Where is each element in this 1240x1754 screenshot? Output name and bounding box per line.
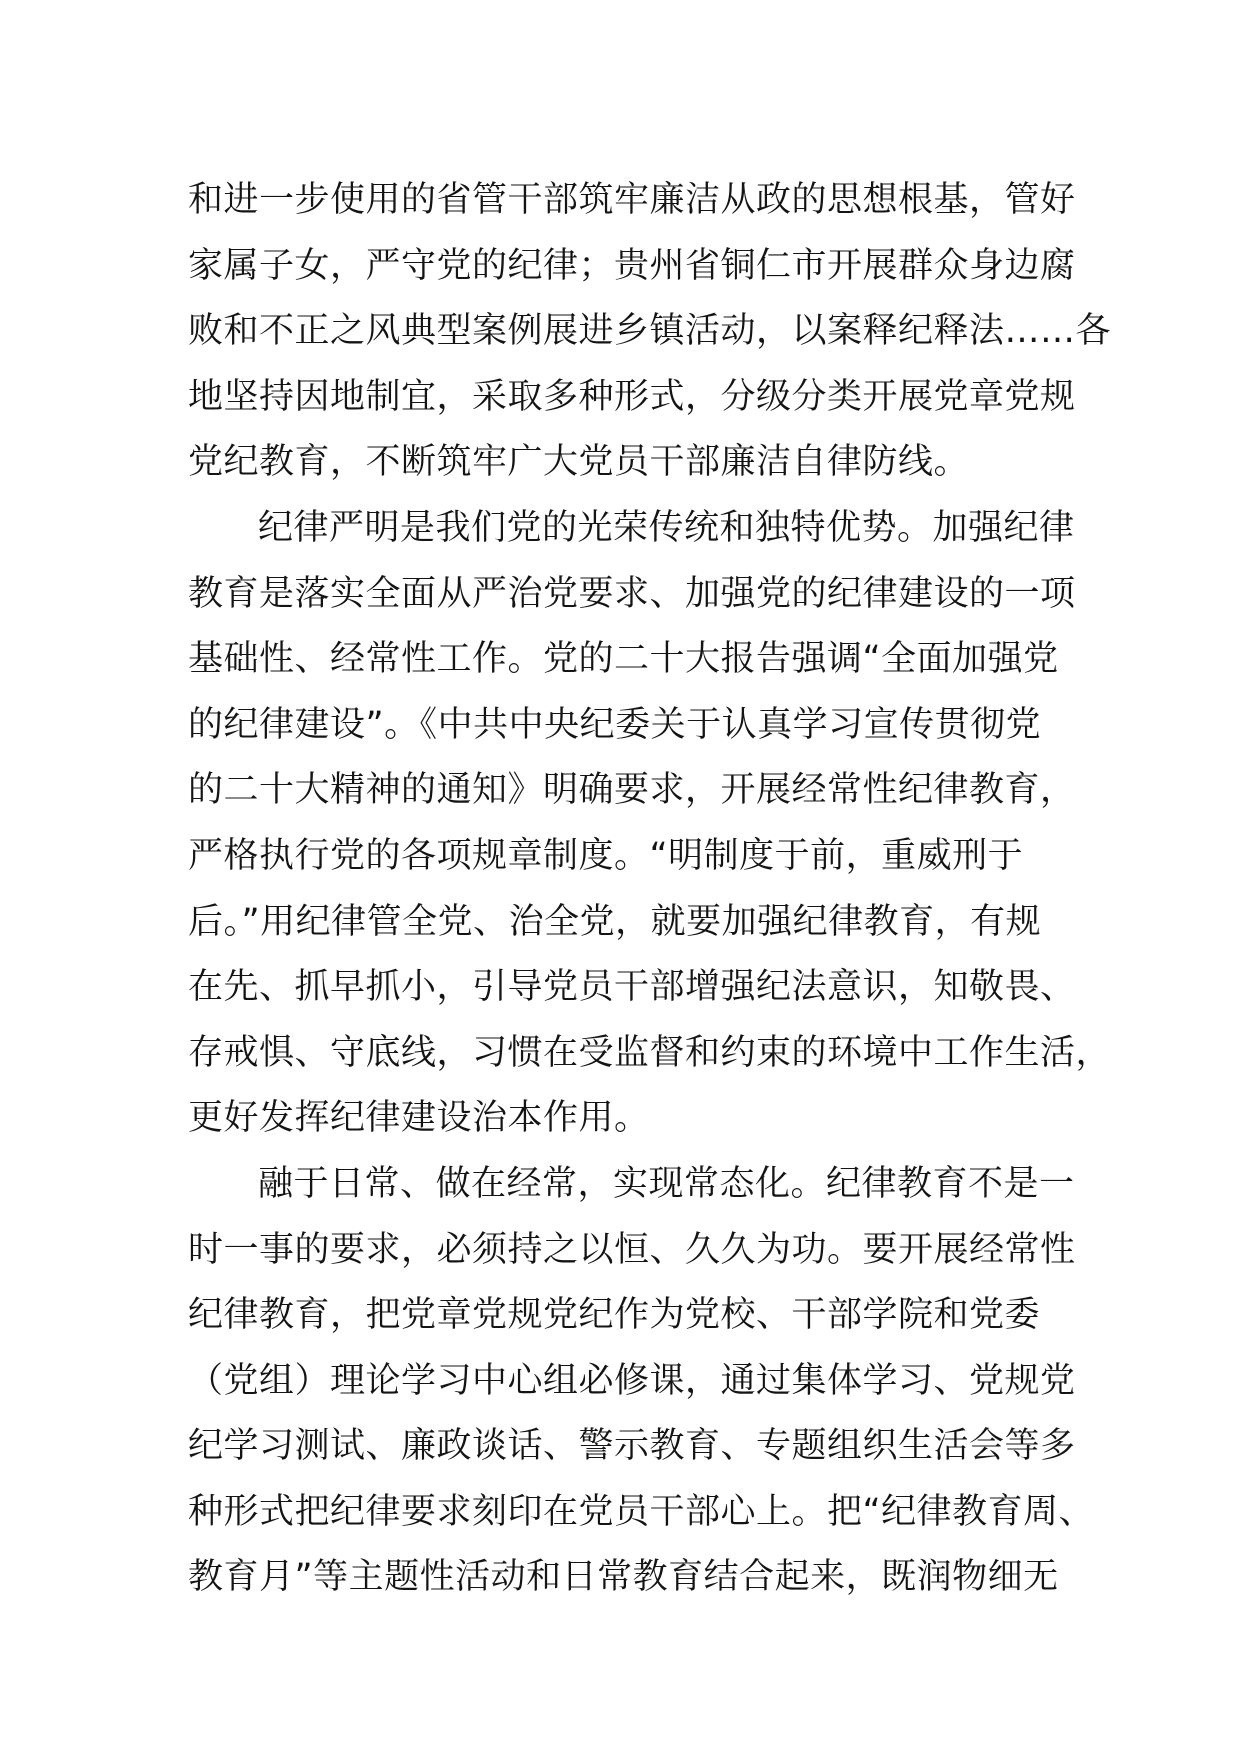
text-line: 种形式把纪律要求刻印在党员干部心上。把“纪律教育周、: [188, 1491, 1095, 1532]
body-text: [188, 168, 1112, 1611]
text-line: 在先、抓早抓小，引导党员干部增强纪法意识，知敬畏、: [188, 967, 1076, 1008]
paragraph-start-line: 纪律严明是我们党的光荣传统和独特优势。加强纪律: [258, 507, 1075, 548]
paragraph-start-line: 融于日常、做在经常，实现常态化。纪律教育不是一: [258, 1163, 1075, 1204]
text-line: 存戒惧、守底线，习惯在受监督和约束的环境中工作生活，: [188, 1032, 1112, 1073]
text-line: 党纪教育，不断筑牢广大党员干部廉洁自律防线。: [188, 442, 970, 483]
text-line: 败和不正之风典型案例展进乡镇活动，以案释纪释法……各: [188, 311, 1112, 352]
text-line: 教育是落实全面从严治党要求、加强党的纪律建设的一项: [188, 573, 1076, 614]
text-line: 地坚持因地制宜，采取多种形式，分级分类开展党章党规: [188, 376, 1076, 417]
text-line: 的纪律建设”。《中共中央纪委关于认真学习宣传贯彻党: [188, 704, 1042, 745]
text-line: 后。”用纪律管全党、治全党，就要加强纪律教育，有规: [188, 901, 1042, 942]
text-line: 教育月”等主题性活动和日常教育结合起来，既润物细无: [188, 1557, 1059, 1598]
text-line: 的二十大精神的通知》明确要求，开展经常性纪律教育，: [188, 770, 1076, 811]
text-line: （党组）理论学习中心组必修课，通过集体学习、党规党: [188, 1360, 1076, 1401]
text-line: 基础性、经常性工作。党的二十大报告强调“全面加强党: [188, 639, 1059, 680]
text-line: 严格执行党的各项规章制度。“明制度于前，重威刑于: [188, 835, 1024, 876]
text-line: 纪学习测试、廉政谈话、警示教育、专题组织生活会等多: [188, 1426, 1076, 1467]
text-line: 家属子女，严守党的纪律；贵州省铜仁市开展群众身边腐: [188, 245, 1076, 286]
text-line: 纪律教育，把党章党规党纪作为党校、干部学院和党委: [188, 1295, 1041, 1336]
text-line: 时一事的要求，必须持之以恒、久久为功。要开展经常性: [188, 1229, 1076, 1270]
text-line: 和进一步使用的省管干部筑牢廉洁从政的思想根基，管好: [188, 180, 1076, 220]
text-line: 更好发挥纪律建设治本作用。: [188, 1098, 650, 1139]
